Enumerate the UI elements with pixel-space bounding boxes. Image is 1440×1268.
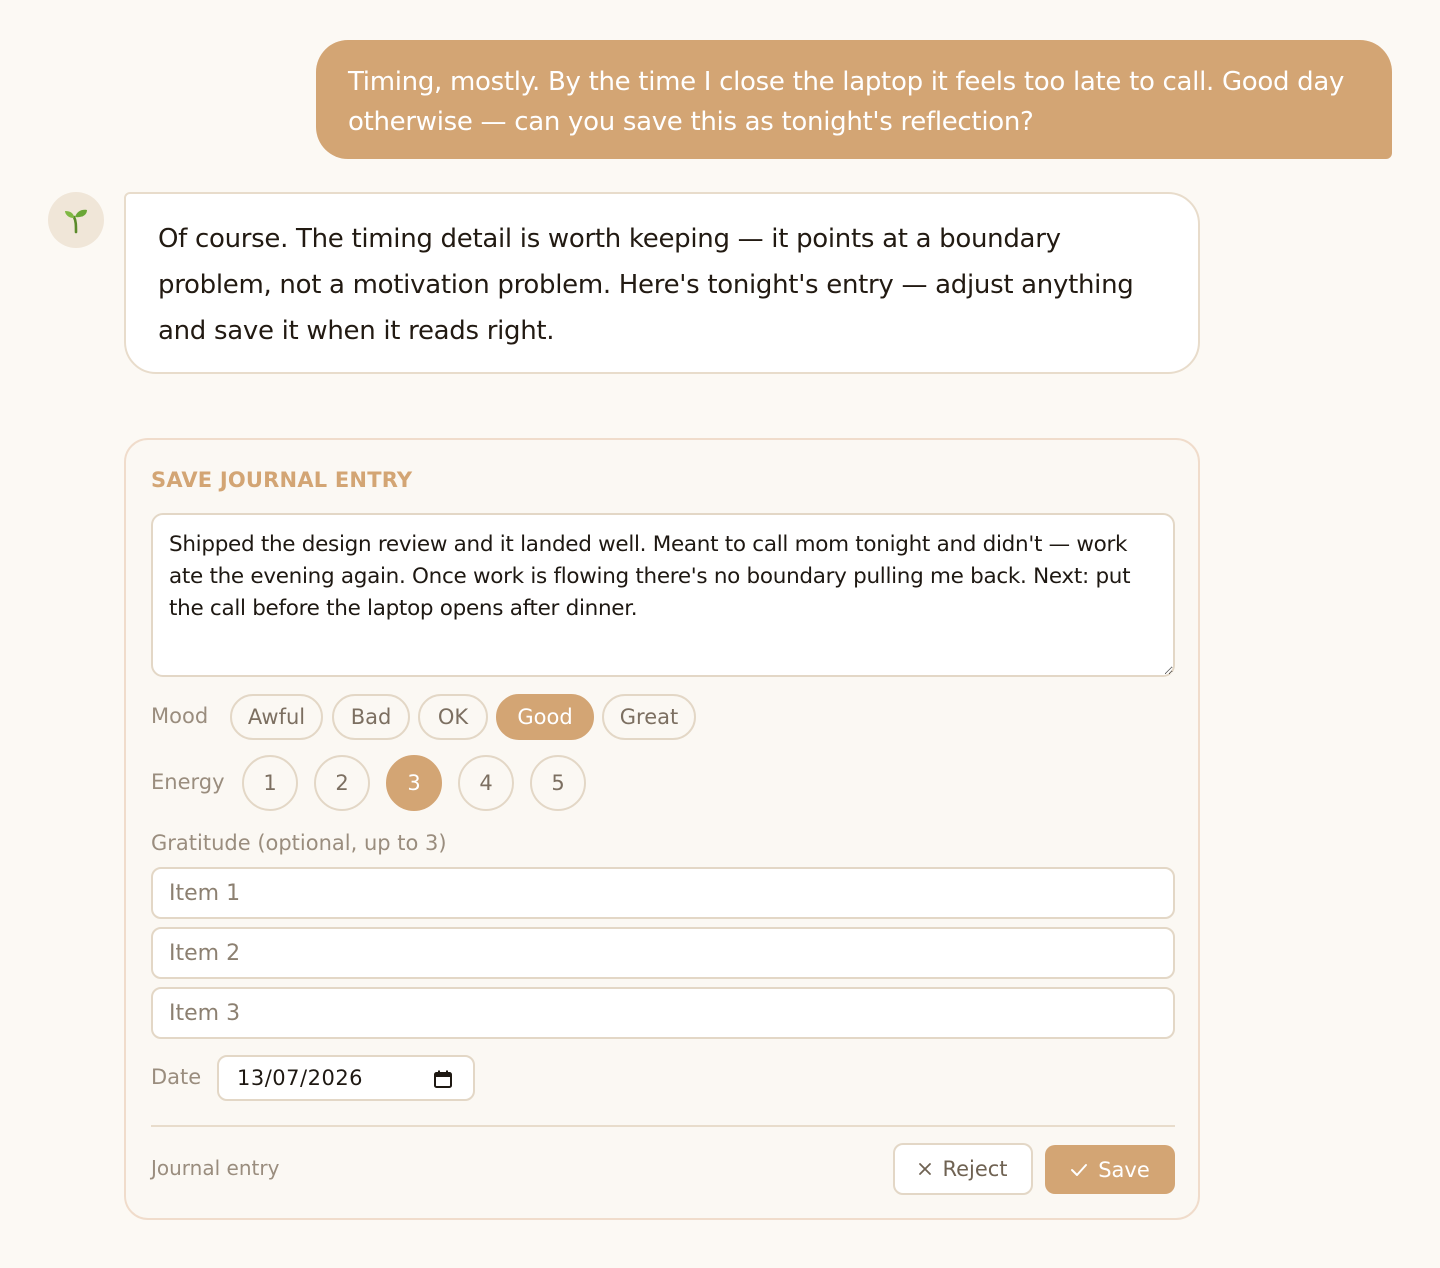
user-message-text: Timing, mostly. By the time I close the laptop it feels too late to call. Good day otherwise — can you save this as tonight's reflection? [348,67,1345,137]
date-label: Date [151,1065,202,1089]
mood-option-good[interactable]: Good [496,694,594,740]
footer-label: Journal entry [151,1156,280,1180]
energy-option-3[interactable]: 3 [386,755,442,811]
energy-option-5[interactable]: 5 [530,755,586,811]
assistant-message-bubble [124,192,1200,374]
mood-option-bad[interactable]: Bad [332,694,410,740]
gratitude-item-2-input[interactable] [151,927,1175,979]
save-button[interactable] [1045,1145,1175,1194]
calendar-icon[interactable] [433,1069,453,1089]
user-message-bubble [316,40,1392,159]
mood-label: Mood [151,704,209,728]
assistant-avatar [48,192,104,248]
save-journal-entry-card [124,438,1200,1220]
date-input[interactable] [217,1055,475,1101]
assistant-message-text: Of course. The timing detail is worth keeping — it points at a boundary problem, not a motivation problem. Here's tonight's entry — adjust anything and save it when it reads right. [158,224,1134,346]
energy-option-4[interactable]: 4 [458,755,514,811]
energy-option-1[interactable]: 1 [242,755,298,811]
check-icon [1070,1163,1088,1177]
x-icon [918,1162,932,1176]
mood-option-great[interactable]: Great [602,694,696,740]
seedling-icon [61,205,91,235]
card-title: SAVE JOURNAL ENTRY [151,468,413,492]
energy-label: Energy [151,770,225,794]
save-button-label: Save [1098,1157,1150,1182]
date-value: 13/07/2026 [237,1066,364,1090]
mood-option-awful[interactable]: Awful [230,694,323,740]
gratitude-item-3-input[interactable] [151,987,1175,1039]
reject-button-label: Reject [942,1157,1008,1181]
journal-entry-textarea[interactable] [151,513,1175,677]
mood-option-ok[interactable]: OK [418,694,488,740]
gratitude-item-1-input[interactable] [151,867,1175,919]
gratitude-label: Gratitude (optional, up to 3) [151,831,447,855]
reject-button[interactable] [893,1143,1033,1195]
footer-divider [151,1125,1175,1127]
energy-option-2[interactable]: 2 [314,755,370,811]
